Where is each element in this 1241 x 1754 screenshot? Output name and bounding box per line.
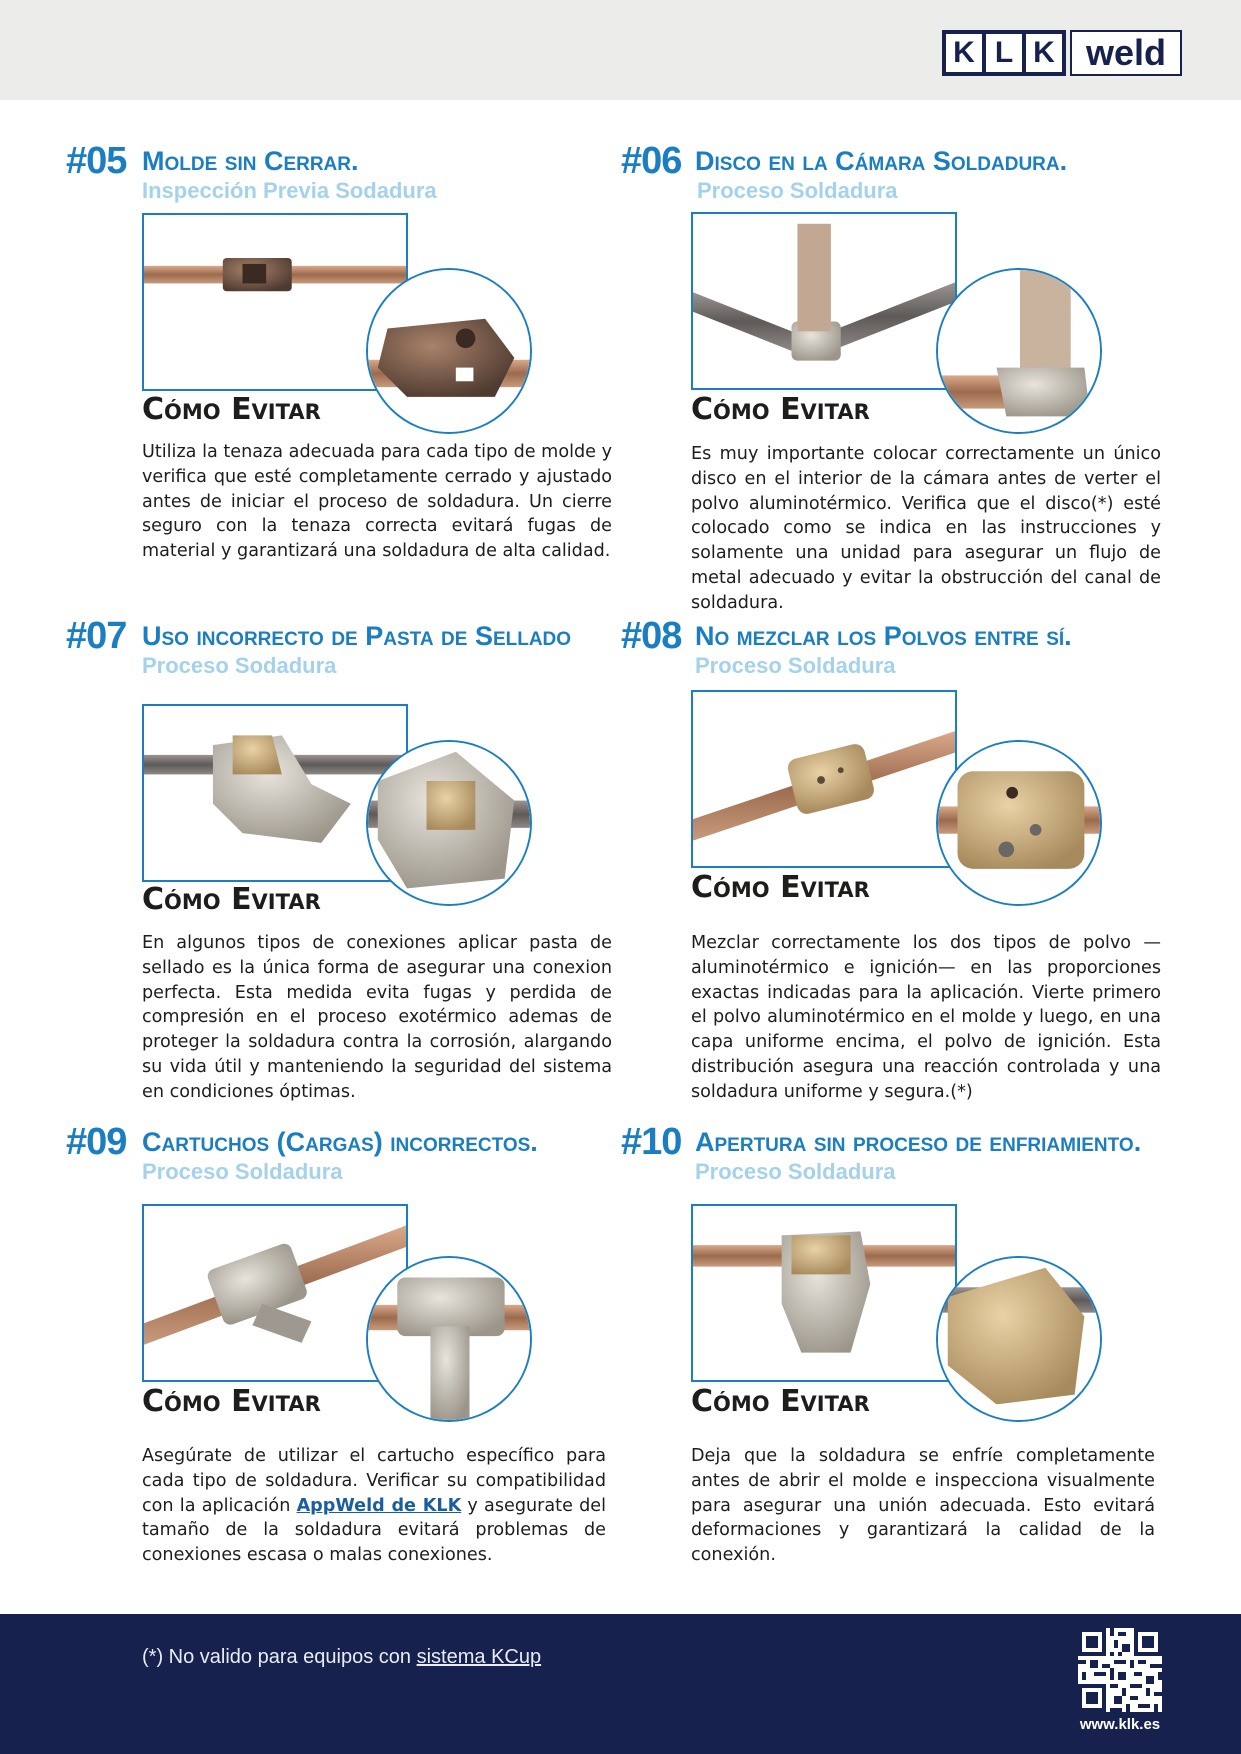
- section-subtitle: Proceso Soldadura: [695, 1159, 896, 1184]
- website-url[interactable]: www.klk.es: [1079, 1716, 1161, 1733]
- photo-powder-mix: [691, 690, 957, 868]
- photo-sealing-paste: [142, 704, 408, 882]
- section-number: #06: [621, 140, 682, 182]
- section-subtitle: Proceso Soldadura: [697, 178, 898, 203]
- detail-cooling: [936, 1256, 1102, 1422]
- logo-letters: [942, 30, 1066, 76]
- section-title: No mezclar los Polvos entre sí.: [695, 621, 1072, 651]
- section-subtitle: Proceso Soldadura: [142, 1159, 343, 1184]
- section-title: Uso incorrecto de Pasta de Sellado: [142, 621, 572, 651]
- how-to-avoid-heading: Cómo Evitar: [691, 870, 870, 905]
- section-text: [142, 1444, 606, 1568]
- kcup-system-link[interactable]: sistema KCup: [416, 1646, 542, 1668]
- footer-bar: [0, 1614, 1241, 1754]
- section-title: Apertura sin proceso de enfriamiento.: [695, 1127, 1142, 1157]
- section-title: Disco en la Cámara Soldadura.: [695, 146, 1068, 176]
- how-to-avoid-heading: Cómo Evitar: [691, 1384, 870, 1419]
- section-text: Deja que la soldadura se enfríe completamente antes de abrir el molde e inspecciona visualmente para asegurar una unión adecuada. Esto evitará deformaciones y garantizará la calidad de la conexión.: [691, 1446, 1155, 1566]
- section-title: Molde sin Cerrar.: [142, 146, 359, 176]
- how-to-avoid-heading: Cómo Evitar: [142, 882, 321, 917]
- section-text: En algunos tipos de conexiones aplicar pasta de sellado es la única forma de asegurar una conexion perfecta. Esta medida evita fugas y perdida de compresión en el proceso exotérmico ademas de proteger la soldadura contra la corrosión, alargando su vida útil y manteniendo la seguridad del sistema en condiciones óptimas.: [142, 933, 612, 1102]
- logo-letter: L: [986, 34, 1022, 72]
- footnote-text: (*) No valido para equipos con: [142, 1646, 417, 1668]
- section-number: #10: [621, 1121, 682, 1163]
- klk-weld-logo[interactable]: [942, 30, 1182, 76]
- section-number: #08: [621, 615, 682, 657]
- how-to-avoid-heading: Cómo Evitar: [142, 392, 321, 427]
- section-subtitle: Proceso Soldadura: [695, 653, 896, 678]
- section-text-part: y asegurate del tamaño de la soldadura evitará problemas de conexiones escasa o malas conexiones.: [142, 1495, 606, 1566]
- header-bar: [0, 0, 1241, 100]
- section-text: Utiliza la tenaza adecuada para cada tipo de molde y verifica que esté completamente cerrado y ajustado antes de iniciar el proceso de soldadura. Un cierre seguro con la tenaza correcta evitará fugas de material y garantizará una soldadura de alta calidad.: [142, 442, 612, 562]
- section-number: #07: [66, 615, 127, 657]
- detail-sealing-paste: [366, 740, 532, 906]
- logo-word: weld: [1070, 30, 1182, 76]
- appweld-link[interactable]: AppWeld de KLK: [296, 1495, 462, 1516]
- photo-disc-chamber: [691, 212, 957, 390]
- section-text-part: Asegúrate de utilizar el cartucho específico para cada tipo de soldadura. Verificar su compatibilidad con la aplicación: [142, 1446, 606, 1516]
- section-text: Mezclar correctamente los dos tipos de polvo — aluminotérmico e ignición— en las proporciones exactas indicadas para la aplicación. Vierte primero el polvo aluminotérmico en el molde y luego, en una capa uniforme encima, el polvo de ignición. Esta distribución asegura una reacción controlada y una soldadura uniforme y segura.(*): [691, 933, 1161, 1102]
- section-text: Es muy importante colocar correctamente un único disco en el interior de la cámara antes de verter el polvo aluminotérmico. Verifica que el disco(*) esté colocado como se indica en las instrucciones y solamente una unidad para asegurar un flujo de metal adecuado y evitar la obstrucción del canal de soldadura.: [691, 444, 1161, 613]
- footnote: [142, 1646, 541, 1669]
- section-number: #05: [66, 140, 127, 182]
- section-title: Cartuchos (Cargas) incorrectos.: [142, 1127, 538, 1157]
- section-subtitle: Inspección Previa Sodadura: [142, 178, 437, 203]
- how-to-avoid-heading: Cómo Evitar: [142, 1384, 321, 1419]
- detail-powder-mix: [936, 740, 1102, 906]
- photo-cooling: [691, 1204, 957, 1382]
- detail-open-mold: [366, 268, 532, 434]
- logo-letter: K: [1026, 34, 1062, 72]
- section-subtitle: Proceso Sodadura: [142, 653, 337, 678]
- detail-disc-chamber: [936, 268, 1102, 434]
- qr-code[interactable]: [1078, 1628, 1162, 1712]
- how-to-avoid-heading: Cómo Evitar: [691, 392, 870, 427]
- section-number: #09: [66, 1121, 127, 1163]
- detail-cartridges: [366, 1256, 532, 1422]
- logo-letter: K: [946, 34, 982, 72]
